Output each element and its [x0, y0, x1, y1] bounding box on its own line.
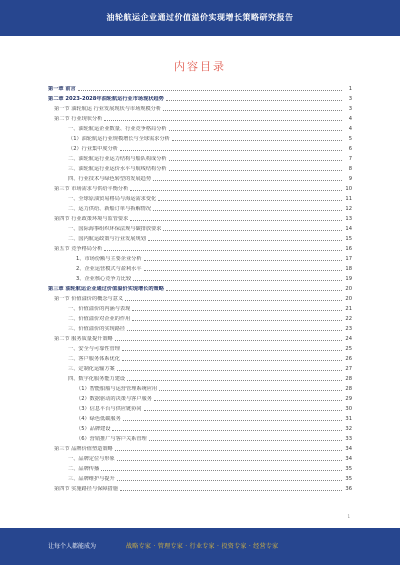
toc-entry[interactable]	[48, 402, 352, 412]
toc-entry-title: 二、油轮航运行业运力结构与船队构成分析	[68, 156, 167, 162]
toc-entry[interactable]	[48, 132, 352, 142]
toc-entry-page: 1	[348, 86, 352, 92]
toc-leader-dots	[166, 100, 342, 101]
toc-entry-title: 三、定制化运输方案	[68, 366, 115, 372]
toc-entry-title: 三、品牌维护与提升	[68, 476, 115, 482]
toc-entry-title: 二、价值溢价对企业的作用	[68, 316, 131, 322]
toc-entry[interactable]	[48, 92, 352, 102]
toc-entry[interactable]	[48, 342, 352, 352]
toc-leader-dots	[112, 430, 342, 431]
toc-entry-page: 26	[345, 356, 352, 362]
toc-heading: 内容目录	[174, 60, 226, 73]
toc-entry[interactable]	[48, 212, 352, 222]
toc-entry-title: 第一章 前言	[48, 86, 76, 92]
toc-entry-title: （3）信息平台与供应链协同	[76, 406, 142, 412]
toc-entry-page: 31	[345, 416, 352, 422]
toc-leader-dots	[172, 140, 342, 141]
toc-entry-page: 35	[345, 466, 352, 472]
toc-entry-page: 10	[345, 186, 352, 192]
toc-entry[interactable]	[48, 232, 352, 242]
toc-leader-dots	[117, 370, 342, 371]
toc-entry-title: （2）数据驱动的决策与客户服务	[76, 396, 152, 402]
toc-entry[interactable]	[48, 112, 352, 122]
toc-entry[interactable]	[48, 332, 352, 342]
toc-entry-title: （2）行业集中度分析	[68, 146, 118, 152]
toc-entry[interactable]	[48, 242, 352, 252]
toc-leader-dots	[125, 300, 342, 301]
page-number: 1	[347, 514, 350, 519]
toc-leader-dots	[120, 150, 342, 151]
toc-entry-title: 第二节 行业现状分析	[54, 116, 103, 122]
toc-entry-page: 35	[345, 476, 352, 482]
toc-entry-page: 11	[345, 196, 352, 202]
toc-entry-page: 13	[345, 216, 352, 222]
toc-entry-page: 33	[345, 436, 352, 442]
toc-entry[interactable]	[48, 142, 352, 152]
toc-entry[interactable]	[48, 352, 352, 362]
toc-leader-dots	[104, 250, 342, 251]
toc-entry[interactable]	[48, 382, 352, 392]
toc-leader-dots	[132, 320, 342, 321]
toc-entry-page: 21	[345, 306, 352, 312]
toc-entry-title: 第一节 油轮航运 行业发展现状与市场规模分析	[54, 106, 162, 112]
toc-entry[interactable]	[48, 392, 352, 402]
toc-entry-page: 22	[345, 316, 352, 322]
toc-entry[interactable]	[48, 292, 352, 302]
toc-entry-title: 一、全球原油贸易格局与海运需求变化	[68, 196, 157, 202]
toc-entry-page: 23	[345, 326, 352, 332]
toc-leader-dots	[78, 90, 342, 91]
toc-leader-dots	[159, 390, 342, 391]
toc-entry-page: 3	[348, 106, 352, 112]
toc-entry[interactable]	[48, 152, 352, 162]
footer-expert-list: 战略专家 · 管理专家 · 行业专家 · 投资专家 · 经营专家	[126, 543, 279, 550]
footer-slogan: 让每个人都能成为	[48, 543, 97, 550]
toc-leader-dots	[104, 120, 342, 121]
toc-entry[interactable]	[48, 122, 352, 132]
toc-entry-title: 第一节 价值溢价的概念与意义	[54, 296, 124, 302]
toc-leader-dots	[163, 230, 342, 231]
toc-leader-dots	[169, 160, 342, 161]
toc-entry-page: 3	[348, 96, 352, 102]
toc-entry-page: 8	[348, 166, 352, 172]
toc-leader-dots	[120, 490, 342, 491]
table-of-contents	[48, 82, 352, 492]
toc-entry-title: （1）智能船舶与运营管理系统应用	[76, 386, 158, 392]
toc-leader-dots	[115, 450, 342, 451]
toc-entry-title: 二、客户服务体系优化	[68, 356, 120, 362]
toc-entry-title: 3、企业核心竞争力比较	[76, 276, 132, 282]
toc-entry-page: 32	[345, 426, 352, 432]
toc-entry[interactable]	[48, 412, 352, 422]
toc-entry[interactable]	[48, 272, 352, 282]
toc-leader-dots	[127, 380, 342, 381]
toc-leader-dots	[127, 330, 342, 331]
toc-leader-dots	[122, 350, 342, 351]
toc-entry-page: 6	[348, 146, 352, 152]
toc-entry[interactable]	[48, 282, 352, 292]
toc-entry[interactable]	[48, 182, 352, 192]
toc-entry[interactable]	[48, 262, 352, 272]
toc-entry-page: 34	[345, 456, 352, 462]
toc-entry-page: 19	[345, 276, 352, 282]
toc-entry-title: 第三节 品牌价值塑造策略	[54, 446, 113, 452]
toc-entry-page: 29	[345, 396, 352, 402]
toc-entry-title: （6）营销推广与客户关系管理	[76, 436, 147, 442]
toc-leader-dots	[133, 280, 342, 281]
toc-entry-page: 20	[345, 296, 352, 302]
toc-entry[interactable]	[48, 362, 352, 372]
toc-entry-title: 第二节 服务质量提升策略	[54, 336, 113, 342]
toc-leader-dots	[101, 470, 342, 471]
toc-leader-dots	[132, 310, 342, 311]
toc-entry-page: 34	[345, 446, 352, 452]
toc-entry[interactable]	[48, 82, 352, 92]
toc-entry-page: 25	[345, 346, 352, 352]
toc-entry-page: 7	[348, 156, 352, 162]
toc-leader-dots	[130, 220, 342, 221]
toc-leader-dots	[163, 110, 342, 111]
toc-entry-page: 24	[345, 336, 352, 342]
toc-entry[interactable]	[48, 452, 352, 462]
toc-entry-page: 17	[345, 256, 352, 262]
report-title: 油轮航运企业通过价值溢价实现增长策略研究报告	[106, 13, 294, 22]
toc-leader-dots	[117, 460, 342, 461]
toc-entry-page: 20	[345, 286, 352, 292]
toc-entry[interactable]	[48, 442, 352, 452]
toc-entry[interactable]	[48, 222, 352, 232]
toc-entry[interactable]	[48, 372, 352, 382]
toc-entry[interactable]	[48, 302, 352, 312]
toc-entry[interactable]	[48, 322, 352, 332]
toc-entry-title: 第二章 2023-2028年油轮航运行业市场现状趋势	[48, 96, 164, 102]
toc-leader-dots	[166, 290, 342, 291]
toc-leader-dots	[149, 440, 342, 441]
toc-leader-dots	[148, 240, 342, 241]
toc-entry-title: 1、市场份额与主要企业分析	[76, 256, 142, 262]
toc-leader-dots	[117, 480, 342, 481]
toc-entry-title: （5）品牌建设	[76, 426, 111, 432]
toc-entry-page: 30	[345, 406, 352, 412]
toc-entry-title: （1）油轮航运行业规模增长与全球需求分析	[68, 136, 170, 142]
toc-entry-title: 四、行业技术与绿色转型的发展趋势	[68, 176, 152, 182]
toc-entry[interactable]	[48, 202, 352, 212]
page-header	[0, 0, 400, 36]
toc-entry[interactable]	[48, 472, 352, 482]
toc-entry-title: 第五节 竞争格局分析	[54, 246, 103, 252]
toc-entry-page: 9	[348, 176, 352, 182]
toc-leader-dots	[144, 270, 342, 271]
toc-entry[interactable]	[48, 312, 352, 322]
toc-entry[interactable]	[48, 482, 352, 492]
toc-leader-dots	[169, 170, 342, 171]
toc-leader-dots	[169, 130, 342, 131]
toc-leader-dots	[144, 260, 342, 261]
toc-entry[interactable]	[48, 422, 352, 432]
toc-entry-title: 2、企业运营模式与盈利水平	[76, 266, 142, 272]
toc-entry-title: 四、数字化服务能力建设	[68, 376, 126, 382]
toc-entry-title: 二、运力供给、新船订单与拆解情况	[68, 206, 152, 212]
toc-leader-dots	[144, 410, 342, 411]
toc-entry[interactable]	[48, 192, 352, 202]
toc-entry-title: 一、价值溢价的内涵与表现	[68, 306, 131, 312]
toc-entry-page: 5	[348, 136, 352, 142]
toc-leader-dots	[153, 180, 342, 181]
toc-leader-dots	[158, 200, 342, 201]
toc-entry[interactable]	[48, 432, 352, 442]
toc-leader-dots	[154, 400, 342, 401]
toc-entry-title: 二、国内航运政策与行业发展规划	[68, 236, 146, 242]
toc-leader-dots	[122, 360, 342, 361]
toc-entry-title: 三、价值溢价的实现路径	[68, 326, 126, 332]
toc-entry-title: 一、安全与可靠性管理	[68, 346, 120, 352]
toc-entry-title: 二、品牌传播	[68, 466, 100, 472]
toc-entry-page: 15	[345, 236, 352, 242]
toc-entry[interactable]	[48, 252, 352, 262]
toc-entry-title: 一、油轮航运企业数量、行业竞争格局分析	[68, 126, 167, 132]
toc-entry-page: 28	[345, 376, 352, 382]
toc-entry-page: 4	[348, 116, 352, 122]
toc-entry[interactable]	[48, 102, 352, 112]
toc-leader-dots	[123, 420, 342, 421]
toc-entry-page: 16	[345, 246, 352, 252]
toc-leader-dots	[130, 190, 342, 191]
page-footer	[0, 528, 400, 565]
toc-leader-dots	[115, 340, 342, 341]
toc-entry[interactable]	[48, 162, 352, 172]
toc-entry-title: 第四节 实施路径与保障措施	[54, 486, 118, 492]
toc-entry-title: 第四节 行业政策环境与监管要求	[54, 216, 129, 222]
toc-entry-page: 18	[345, 266, 352, 272]
toc-entry-page: 28	[345, 386, 352, 392]
toc-entry-page: 36	[345, 486, 352, 492]
toc-entry-title: 第三节 市场需求与供给平衡分析	[54, 186, 129, 192]
toc-entry-page: 4	[348, 126, 352, 132]
toc-entry-title: （4）绿色低碳服务	[76, 416, 121, 422]
toc-entry[interactable]	[48, 462, 352, 472]
toc-entry-title: 三、油轮航运行业运价水平与航线结构分析	[68, 166, 167, 172]
toc-entry[interactable]	[48, 172, 352, 182]
toc-entry-page: 12	[345, 206, 352, 212]
toc-entry-page: 14	[345, 226, 352, 232]
toc-entry-title: 第三章 油轮航运企业通过价值溢价实现增长的策略	[48, 286, 164, 292]
toc-leader-dots	[153, 210, 342, 211]
toc-entry-page: 27	[345, 366, 352, 372]
toc-entry-title: 一、国际海事组织环保法规与碳排放要求	[68, 226, 162, 232]
toc-entry-title: 一、品牌定位与形象	[68, 456, 115, 462]
